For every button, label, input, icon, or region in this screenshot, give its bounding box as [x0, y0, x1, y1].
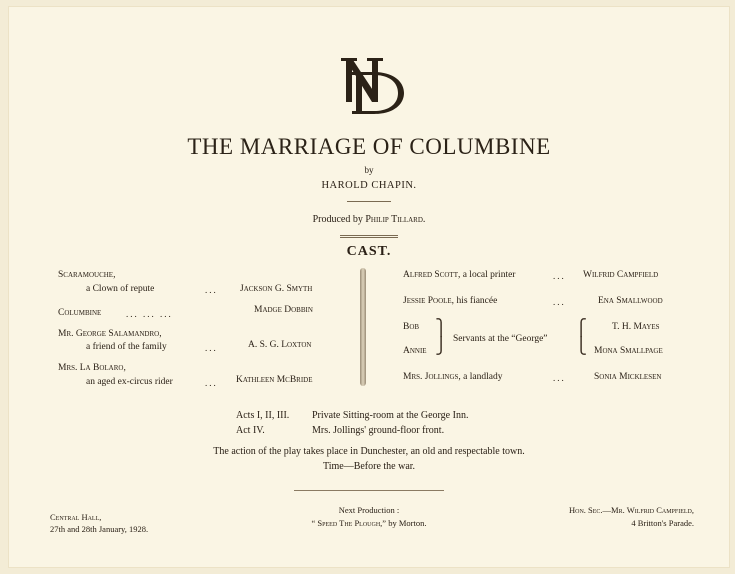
cast-role: Columbine: [58, 308, 102, 318]
brace: ⎫: [435, 320, 447, 337]
producer-name: Philip Tillard.: [365, 214, 426, 225]
cast-actor: Madge Dobbin: [254, 305, 313, 315]
leader-dots: ... ... ...: [126, 309, 173, 319]
cast-actor: Ena Smallwood: [598, 296, 663, 306]
by-label: by: [364, 165, 374, 175]
nd-monogram-logo: [338, 54, 408, 118]
cast-desc: a landlady: [463, 372, 503, 382]
setting-place: Private Sitting-room at the George Inn.: [312, 410, 469, 421]
brace: ⎧: [575, 320, 587, 337]
cast-role: Alfred Scott,: [403, 270, 461, 280]
leader-dots: ...: [205, 285, 218, 295]
leader-dots: ...: [205, 378, 218, 388]
cast-actor: A. S. G. Loxton: [248, 340, 312, 350]
leader-dots: ...: [553, 271, 566, 281]
cast-desc: a local printer: [462, 270, 516, 280]
next-production: [8, 518, 730, 528]
cast-role: Mrs. La Bolaro,: [58, 363, 126, 373]
time-note: Time—Before the war.: [322, 461, 416, 472]
action-note: The action of the play takes place in Dunchester, an old and respectable town.: [213, 446, 525, 457]
setting-acts: Act IV.: [236, 425, 265, 436]
secretary: Hon. Sec.—Mr. Wilfrid Campfield,: [568, 505, 694, 515]
author-name: HAROLD CHAPIN.: [321, 180, 417, 191]
cast-actor: Wilfrid Campfield: [583, 270, 659, 280]
leader-dots: ...: [553, 297, 566, 307]
cast-role: Annie: [403, 346, 427, 356]
servants-note: Servants at the “George”: [453, 334, 548, 344]
next-production-author: by Morton.: [388, 518, 427, 528]
next-production-label: Next Production :: [338, 505, 400, 515]
divider-rule: [340, 235, 398, 236]
cast-entry: [403, 270, 515, 280]
brace: ⎭: [435, 338, 447, 355]
cast-role: Mrs. Jollings,: [403, 372, 461, 382]
cast-actor: Mona Smallpage: [594, 346, 663, 356]
cast-heading: CAST.: [346, 244, 392, 259]
cast-role: Mr. George Salamandro,: [58, 329, 162, 339]
performance-dates: 27th and 28th January, 1928.: [50, 524, 149, 534]
cast-entry: [403, 296, 497, 306]
next-production-title: “ Speed The Plough,”: [311, 518, 387, 528]
programme-page: [8, 6, 730, 568]
cast-desc: his fiancée: [456, 296, 498, 306]
divider-rule: [340, 237, 398, 238]
producer-label: Produced by: [312, 214, 363, 225]
cast-actor: Kathleen McBride: [236, 375, 313, 385]
cast-role: Bob: [403, 322, 420, 332]
cast-role: Jessie Poole,: [403, 296, 455, 306]
venue: Central Hall,: [50, 512, 102, 522]
producer-line: [8, 214, 730, 225]
leader-dots: ...: [553, 373, 566, 383]
secretary-address: 4 Britton's Parade.: [631, 518, 694, 528]
setting-place: Mrs. Jollings' ground-floor front.: [312, 425, 445, 436]
column-divider: [360, 268, 366, 386]
cast-actor: Jackson G. Smyth: [240, 284, 313, 294]
cast-desc: a Clown of repute: [86, 284, 155, 294]
cast-entry: [403, 372, 502, 382]
divider-rule: [294, 490, 444, 491]
cast-desc: an aged ex-circus rider: [86, 377, 173, 387]
brace: ⎩: [575, 338, 587, 355]
cast-role: Scaramouche,: [58, 270, 116, 280]
leader-dots: ...: [205, 343, 218, 353]
cast-actor: Sonia Micklesen: [594, 372, 662, 382]
play-title: THE MARRIAGE OF COLUMBINE: [187, 134, 551, 159]
divider-rule: [347, 201, 391, 202]
cast-desc: a friend of the family: [86, 342, 167, 352]
setting-acts: Acts I, II, III.: [236, 410, 290, 421]
cast-actor: T. H. Mayes: [612, 322, 660, 332]
